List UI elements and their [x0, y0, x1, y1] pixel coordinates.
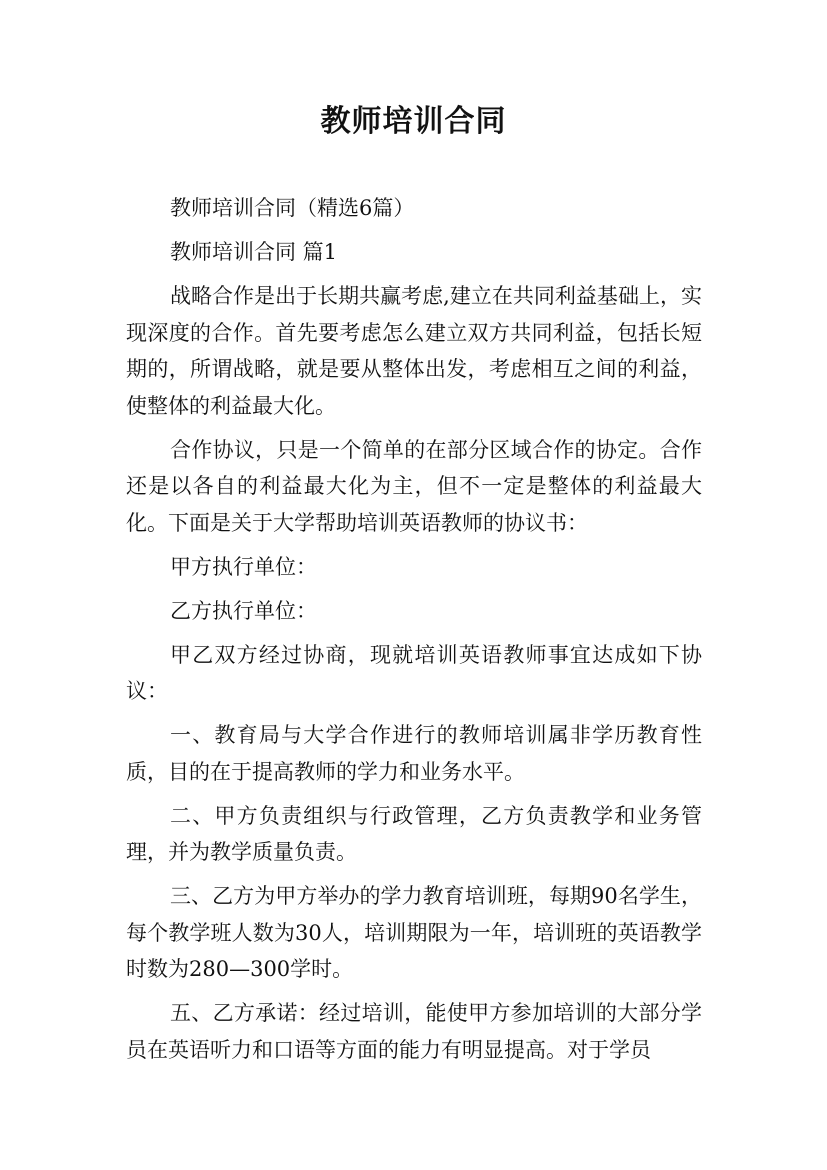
- section-heading: 教师培训合同 篇1: [170, 240, 338, 264]
- party-a-line: 甲方执行单位：: [170, 554, 317, 579]
- clause-paragraph: 三、乙方为甲方举办的学力教育培训班，每期90名学生，每个教学班人数为30人，培训期限为一年，培训班的英语教学时数为280—300学时。: [126, 884, 702, 981]
- document-body: [126, 190, 702, 1076]
- document-title: 教师培训合同: [320, 104, 507, 139]
- body-paragraph: 合作协议，只是一个简单的在部分区域合作的协定。合作还是以各自的利益最大化为主，但不一定是整体的利益最大化。下面是关于大学帮助培训英语教师的协议书：: [126, 437, 702, 535]
- clause-paragraph: 一、教育局与大学合作进行的教师培训属非学历教育性质，目的在于提高教师的学力和业务水平。: [126, 723, 702, 784]
- clause-paragraph: 二、甲方负责组织与行政管理，乙方负责教学和业务管理，并为教学质量负责。: [126, 803, 702, 864]
- party-b-line: 乙方执行单位：: [170, 598, 317, 623]
- clause-paragraph: 五、乙方承诺：经过培训，能使甲方参加培训的大部分学员在英语听力和口语等方面的能力有明显提高。对于学员: [126, 1001, 702, 1062]
- body-paragraph: 战略合作是出于长期共赢考虑,建立在共同利益基础上，实现深度的合作。首先要考虑怎么建立双方共同利益，包括长短期的，所谓战略，就是要从整体出发，考虑相互之间的利益，使整体的利益最大化。: [126, 284, 702, 418]
- subtitle-paragraph: 教师培训合同（精选6篇）: [170, 196, 415, 220]
- body-paragraph: 甲乙双方经过协商，现就培训英语教师事宜达成如下协议：: [126, 642, 702, 703]
